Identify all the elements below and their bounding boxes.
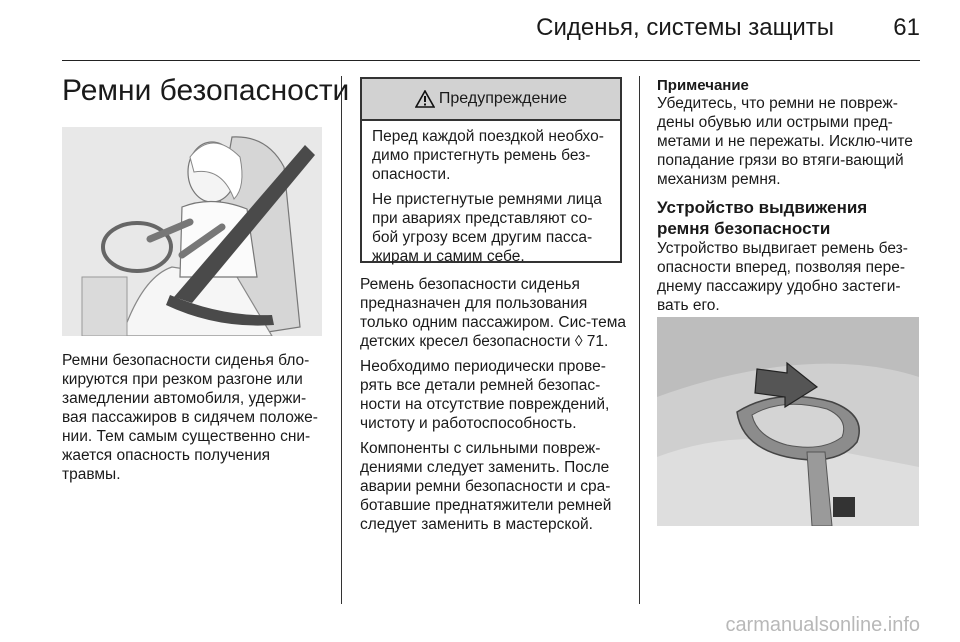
section-title: Ремни безопасности <box>62 74 350 107</box>
body-paragraph: Необходимо периодически прове-рять все детали ремней безопас-ности на отсутствие повреждений, чистоту и работоспособность. <box>360 358 610 432</box>
subheading: Устройство выдвижения ремня безопасности <box>657 198 868 238</box>
chapter-title: Сиденья, системы защиты <box>536 14 834 41</box>
right-column-text <box>657 77 922 315</box>
warning-paragraph: Не пристегнутые ремнями лица при авариях представляют со-бой угрозу всем другим пасса-жирам и самим себе. <box>372 191 602 265</box>
page-number: 61 <box>893 14 920 41</box>
warning-body <box>362 121 620 266</box>
header-divider <box>62 60 920 61</box>
presenter-paragraph: Устройство выдвигает ремень без-опасности вперед, позволяя пере-днему пассажиру удобно застеги-вать его. <box>657 240 908 314</box>
watermark: carmanualsonline.info <box>725 614 920 636</box>
note-text: Убедитесь, что ремни не повреж-дены обувью или острыми пред-метами и не пережаты. Исклю-чите попадание грязи во втяги-вающий механизм ремня. <box>657 95 913 188</box>
warning-paragraph: Перед каждой поездкой необхо-димо пристегнуть ремень без-опасности. <box>372 128 604 183</box>
warning-box <box>360 77 622 263</box>
column-divider-left <box>341 76 342 604</box>
woman-driver-wearing-seatbelt-illustration <box>62 127 322 336</box>
warning-title: Предупреждение <box>438 90 568 107</box>
warning-triangle-icon <box>415 90 435 108</box>
body-paragraph: Ремень безопасности сиденья предназначен для пользования только одним пассажиром. Сис-тема детских кресел безопасности ◊ 71. <box>360 276 626 350</box>
middle-column-text <box>360 275 628 534</box>
column-divider-right <box>639 76 640 604</box>
seatbelt-figure <box>62 127 322 336</box>
intro-paragraph: Ремни безопасности сиденья бло-кируются при резком разгоне или замедлении автомобиля, удержи-вая пассажиров в сидячем положе-нии. Тем самым существенно сни-жается опасность получения травмы. <box>62 352 318 483</box>
left-column-text <box>62 351 327 484</box>
warning-header <box>362 79 620 121</box>
presenter-figure <box>657 317 919 526</box>
body-paragraph: Компоненты с сильными повреж-дениями следует заменить. После аварии ремни безопасности и сра-ботавшие преднатяжители ремней следует заменить в мастерской. <box>360 440 612 533</box>
seatbelt-presenter-arrow-illustration <box>657 317 919 526</box>
note-title: Примечание <box>657 77 749 94</box>
